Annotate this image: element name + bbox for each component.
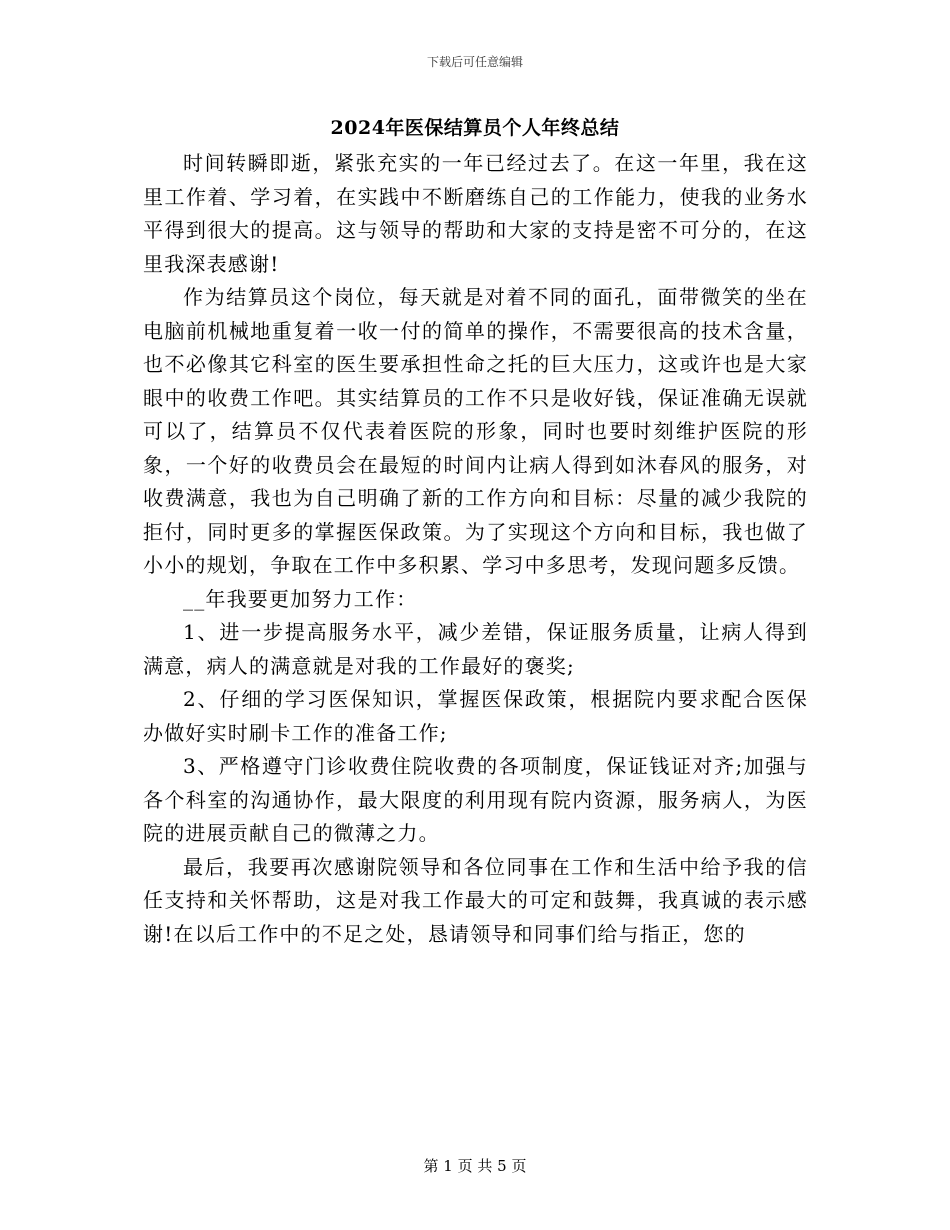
- document-body: [143, 147, 808, 951]
- paragraph: 作为结算员这个岗位，每天就是对着不同的面孔，面带微笑的坐在电脑前机械地重复着一收一付的简单的操作，不需要很高的技术含量，也不必像其它科室的医生要承担性命之托的巨大压力，这或许也是大家眼中的收费工作吧。其实结算员的工作不只是收好钱，保证准确无误就可以了，结算员不仅代表着医院的形象，同时也要时刻维护医院的形象，一个好的收费员会在最短的时间内让病人得到如沐春风的服务，对收费满意，我也为自己明确了新的工作方向和目标：尽量的减少我院的拒付，同时更多的掌握医保政策。为了实现这个方向和目标，我也做了小小的规划，争取在工作中多积累、学习中多思考，发现问题多反馈。: [143, 285, 808, 577]
- document-title: 2024年医保结算员个人年终总结: [330, 117, 620, 139]
- page-number: 第 1 页 共 5 页: [423, 1157, 527, 1175]
- paragraph: 时间转瞬即逝，紧张充实的一年已经过去了。在这一年里，我在这里工作着、学习着，在实践中不断磨练自己的工作能力，使我的业务水平得到很大的提高。这与领导的帮助和大家的支持是密不可分的，在这里我深表感谢!: [143, 151, 808, 276]
- paragraph: __年我要更加努力工作：: [183, 586, 418, 611]
- list-item-2: 2、仔细的学习医保知识，掌握医保政策，根据院内要求配合医保办做好实时刷卡工作的准备工作;: [143, 687, 808, 745]
- header-note: 下载后可任意编辑: [426, 55, 523, 69]
- paragraph: 最后，我要再次感谢院领导和各位同事在工作和生活中给予我的信任支持和关怀帮助，这是对我工作最大的可定和鼓舞，我真诚的表示感谢!在以后工作中的不足之处，恳请领导和同事们给与指正，您的: [143, 854, 808, 946]
- list-item-3: 3、严格遵守门诊收费住院收费的各项制度，保证钱证对齐;加强与各个科室的沟通协作，最大限度的利用现有院内资源，服务病人，为医院的进展贡献自己的微薄之力。: [143, 754, 808, 845]
- list-item-1: 1、进一步提高服务水平，减少差错，保证服务质量，让病人得到满意，病人的满意就是对我的工作最好的褒奖;: [143, 620, 808, 678]
